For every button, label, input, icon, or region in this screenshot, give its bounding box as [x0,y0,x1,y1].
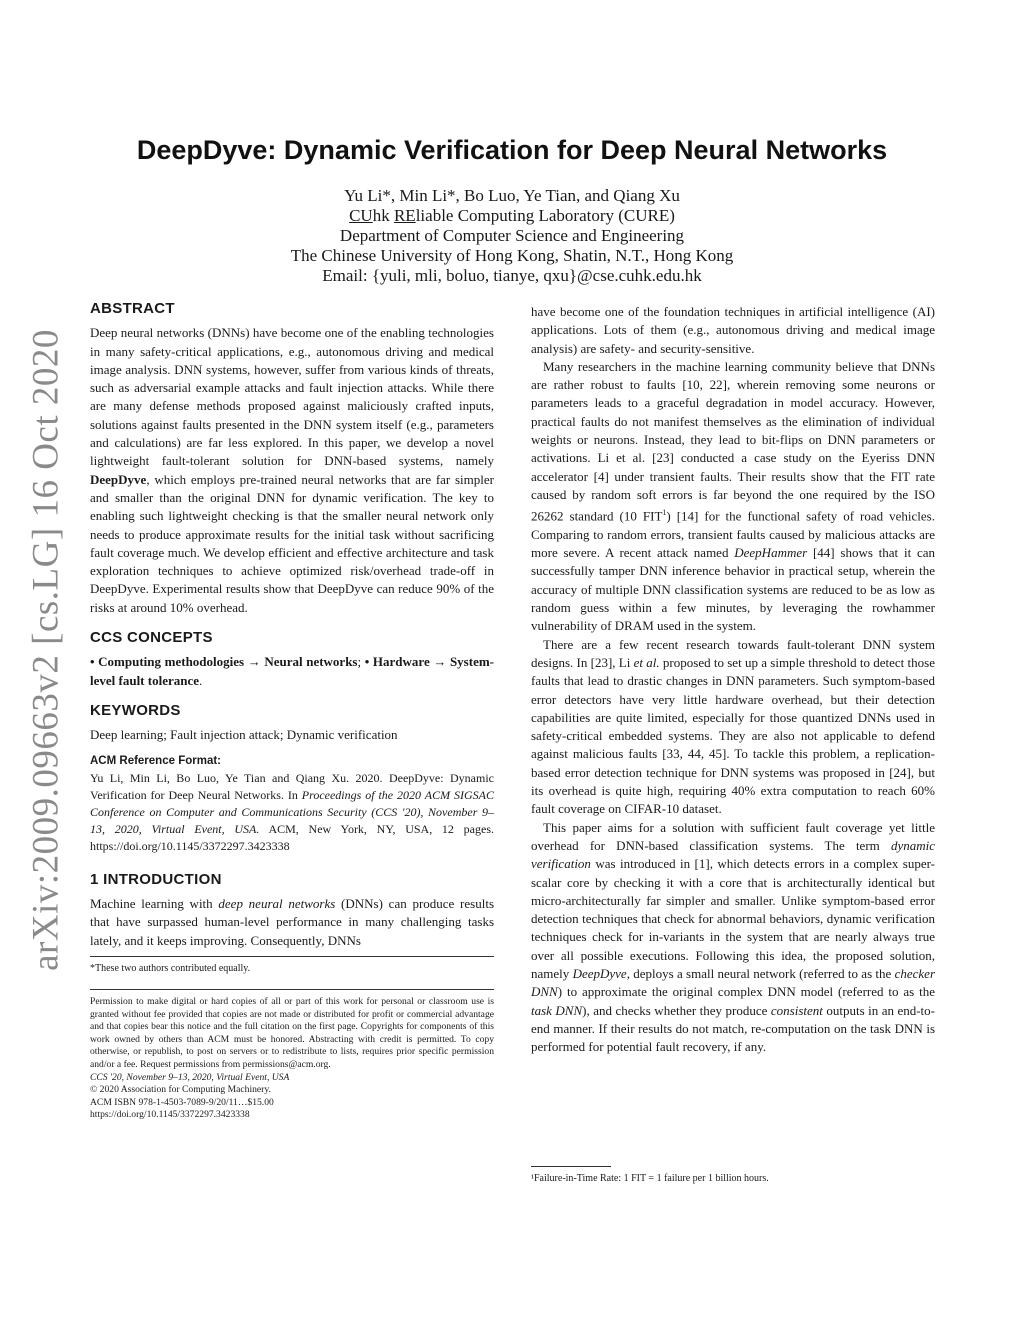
ccs-end: . [199,672,203,688]
doi-link[interactable]: https://doi.org/10.1145/3372297.3423338 [90,1109,250,1121]
intro-paragraph-4 [531,819,935,1057]
ccs-hardware: • Hardware → System-level fault tolerance [90,654,494,688]
fit-footnote: ¹Failure-in-Time Rate: 1 FIT = 1 failure per 1 billion hours. [531,1173,769,1184]
p4-part-c: , deploys a small neural network (referred to as the [626,966,895,982]
p4-part-f: outputs in an end-to-end manner. If their results do not match, re-computation on the task DNN is performed for potential fault recovery, if any. [531,1002,935,1055]
acm-ref-proceedings: Proceedings of the 2020 ACM SIGSAC Conference on Computer and Communications Security (CCS '20), November 9–13, 2020, Virtual Event, USA. [90,787,494,836]
permission-divider [90,989,494,990]
ccs-text [90,653,494,690]
acm-ref-part-2: ACM, New York, NY, USA, 12 pages. https://doi.org/10.1145/3372297.3423338 [90,821,494,853]
paper-title: DeepDyve: Dynamic Verification for Deep Neural Networks [136,135,888,165]
intro-part-2: (DNNs) can produce results that have surpassed human-level performance in many challenging tasks lately, and it keeps improving. Consequently, DNNs [90,896,495,948]
footnote-marker-1: 1 [662,508,667,518]
acm-reference-text [90,770,494,855]
consistent-italic: consistent [770,1002,823,1018]
abstract-heading: ABSTRACT [90,300,175,317]
abstract-text [90,324,494,617]
introduction-heading: 1 INTRODUCTION [90,870,222,888]
lab-affiliation [0,206,1024,226]
permission-block [90,996,494,1122]
lab-text-rest: liable Computing Laboratory (CURE) [415,206,675,225]
isbn-line: ACM ISBN 978-1-4503-7089-9/20/11…$15.00 [90,1096,274,1108]
author-block [0,186,1024,286]
p4-part-e: ), and checks whether they produce [582,1002,771,1018]
footnote-divider [90,956,494,957]
right-column [531,303,935,1057]
p3-part-b: proposed to set up a simple threshold to detect those faults that lead to drastic changes in DNN parameters. Such symptom-based error detectors have very little hardware overhead, but their detection capabilities are quite limited, especially for those quantized DNNs used in safety-critical embedded systems. They are also not applicable to defend against malicious faults [33, 44, 45]. To tackle this problem, a replication-based error detection technique for DNN systems was proposed in [24], but its overhead is quite high, requiring 40% extra computation to reach 60% fault coverage on CIFAR-10 dataset. [531,654,935,817]
lab-underline-cu: CU [349,206,373,225]
introduction-text [90,895,494,950]
copyright-line: © 2020 Association for Computing Machinery. [90,1084,271,1096]
fit-footnote-block [531,1166,935,1185]
keywords-heading: KEYWORDS [90,701,181,719]
deephammer-italic: DeepHammer [734,545,808,561]
checker-dnn-italic: checker DNN [531,966,936,1000]
intro-paragraph-3 [531,636,935,819]
keywords-text: Deep learning; Fault injection attack; Dynamic verification [90,727,398,743]
p4-part-d: ) to approximate the original complex DNN model (referred to as the [557,984,935,1000]
conference-info: CCS '20, November 9–13, 2020, Virtual Event, USA [90,1071,290,1083]
permission-text: Permission to make digital or hard copies of all or part of this work for personal or classroom use is granted without fee provided that copies are not made or distributed for profit or commercial advantage and that copies bear this notice and the full citation on the first page. Copyrights for components of this work owned by others than ACM must be honored. Abstracting with credit is permitted. To copy otherwise, or republish, to post on servers or to redistribute to lists, requires prior specific permission and/or a fee. Request permissions from permissions@acm.org. [90,996,494,1070]
intro-paragraph-1: have become one of the foundation techniques in artificial intelligence (AI) applications. Lots of them (e.g., autonomous driving and medical image analysis) are safety- and security-sensitive. [531,304,935,356]
author-names: Yu Li*, Min Li*, Bo Luo, Ye Tian, and Qiang Xu [344,186,680,205]
p2-part-b: ) [14] for the functional safety of road vehicles. Comparing to random errors, transient faults caused by malicious attacks are more severe. A recent attack named [531,508,935,561]
left-column [90,300,494,1122]
arxiv-identifier-text: arXiv:2009.09663v2 [cs.LG] 16 Oct 2020 [25,329,67,971]
lab-underline-re: RE [393,206,416,225]
abstract-part-2: , which employs pre-trained neural networks that are far simpler and smaller than the original DNN for dynamic verification. The key to enabling such lightweight checking is that the smaller neural network only needs to produce approximate results for the initial task without sacrificing fault coverage much. We develop efficient and effective architecture and task exploration techniques to achieve optimized risk/overhead trade-off in DeepDyve. Experimental results show that DeepDyve can reduce 90% of the risks at around 10% overhead. [90,471,494,615]
acm-ref-part-1: Yu Li, Min Li, Bo Luo, Ye Tian and Qiang Xu. 2020. DeepDyve: Dynamic Verification for Deep Neural Networks. In [90,770,494,802]
p4-part-a: This paper aims for a solution with sufficient fault coverage yet little overhead for DNN-based classification systems. The term [531,819,935,853]
fit-footnote-divider [531,1166,611,1167]
p3-part-a: There are a few recent research towards fault-tolerant DNN system designs. In [23], Li [531,636,935,670]
abstract-part-1: Deep neural networks (DNNs) have become one of the enabling technologies in many safety-critical applications, e.g., autonomous driving and medical image analysis. DNN systems, however, suffer from various kinds of threats, such as adversarial example attacks and fault injection attacks. While there are many defense methods proposed against maliciously crafted inputs, solutions against faults presented in the DNN system itself (e.g., parameters and calculations) are far less explored. In this paper, we develop a novel lightweight fault-tolerant solution for DNN-based systems, namely [90,325,494,469]
intro-paragraph-2 [531,358,935,636]
lab-text-hk: hk [372,206,394,225]
university: The Chinese University of Hong Kong, Shatin, N.T., Hong Kong [290,246,734,265]
p4-part-b: was introduced in [1], which detects errors in a complex super-scalar core by checking it with a core that is architecturally identical but micro-architecturally far simpler and smaller. Unlike symptom-based error detection techniques that check for abnormal behaviors, dynamic verification techniques check for in-variants in the system that are nearly always true over all possible executions. Following this idea, the proposed solution, namely [531,856,935,982]
ccs-heading: CCS CONCEPTS [90,629,213,647]
ccs-computing: • Computing methodologies → Neural networks [90,654,358,670]
ccs-separator: ; [357,654,365,670]
author-email: Email: {yuli, mli, boluo, tianye, qxu}@cse.cuhk.edu.hk [322,266,702,285]
abstract-deepdyve-bold: DeepDyve [90,471,147,487]
deepdyve-italic: DeepDyve [572,966,627,982]
dynamic-verification-italic: dynamic verification [531,837,935,872]
task-dnn-italic: task DNN [531,1002,583,1018]
intro-part-1: Machine learning with [90,896,219,912]
p2-part-a: Many researchers in the machine learning community believe that DNNs are rather robust to faults [10, 22], wherein removing some neurons or parameters leads to a graceful degradation in model accuracy. However, practical faults do not manifest themselves as the elimination of individual weights or neurons. Instead, they lead to bit-flips on DNN parameters or activations. Li et al. [23] conducted a case study on the Eyeriss DNN accelerator [4] under transient faults. Their results show that the FIT rate caused by random soft errors is far beyond the one required by the ISO 26262 standard (10 FIT [531,358,935,524]
department: Department of Computer Science and Engineering [339,226,685,245]
et-al-italic: et al. [633,654,660,670]
intro-dnn-italic: deep neural networks [218,896,336,912]
acm-reference-heading: ACM Reference Format: [90,754,221,767]
equal-contribution-footnote: *These two authors contributed equally. [90,963,251,975]
p2-part-c: [44] shows that it can successfully tamper DNN inference behavior in practical setup, wherein the accuracy of multiple DNN classification systems are reduced to be as low as random guess within a few minutes, by leveraging the rowhammer vulnerability of DRAM used in the system. [531,545,935,634]
